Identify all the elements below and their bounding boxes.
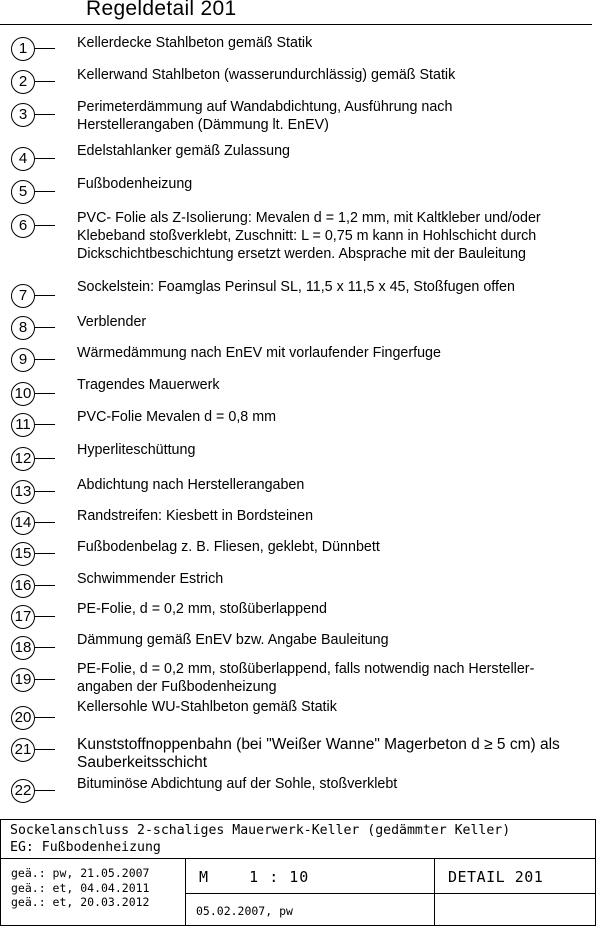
item-number: 14 (11, 511, 35, 535)
title-block-divider (185, 893, 596, 894)
item-text: PVC-Folie Mevalen d = 0,8 mm (77, 409, 277, 425)
description-line: Sockelanschluss 2-schaliges Mauerwerk-Keller (gedämmter Keller) (10, 823, 511, 838)
item-number: 3 (11, 103, 35, 127)
title-block-divider (0, 858, 596, 859)
leader-line (35, 522, 55, 523)
item-text: Wärmedämmung nach EnEV mit vorlaufender Fingerfuge (77, 345, 441, 361)
item-number: 12 (11, 447, 35, 471)
item-number: 11 (11, 413, 35, 437)
leader-line (35, 717, 55, 718)
leader-line (35, 81, 55, 82)
item-number: 18 (11, 636, 35, 660)
leader-line (35, 424, 55, 425)
revision-entry: geä.: et, 20.03.2012 (11, 895, 150, 909)
leader-line (35, 158, 55, 159)
scale-label: M 1 : 10 (199, 868, 310, 886)
item-text: Edelstahlanker gemäß Zulassung (77, 143, 290, 159)
item-text: PVC- Folie als Z-Isolierung: Mevalen d = 1,2 mm, mit Kaltkleber und/oder Klebeband stoßverklebt, Zuschnitt: L = 0,75 m kann in Hohlschicht durch Dickschichtbeschichtung ersetzt werden. Absprache mit der Bauleitung (77, 210, 541, 262)
item-number: 17 (11, 605, 35, 629)
item-text: Dämmung gemäß EnEV bzw. Angabe Bauleitung (77, 632, 389, 648)
leader-line (35, 616, 55, 617)
leader-line (35, 491, 55, 492)
detail-number: DETAIL 201 (448, 868, 544, 886)
item-text: Perimeterdämmung auf Wandabdichtung, Ausführung nach Herstellerangaben (Dämmung lt. EnEV) (77, 99, 453, 133)
leader-line (35, 295, 55, 296)
item-text: PE-Folie, d = 0,2 mm, stoßüberlappend (77, 601, 327, 617)
leader-line (35, 225, 55, 226)
item-number: 16 (11, 574, 35, 598)
item-text: Sockelstein: Foamglas Perinsul SL, 11,5 x 11,5 x 45, Stoßfugen offen (77, 279, 515, 295)
leader-line (35, 749, 55, 750)
revision-entry: geä.: et, 04.04.2011 (11, 880, 150, 895)
title-block-divider (185, 858, 186, 926)
item-text: Bituminöse Abdichtung auf der Sohle, stoßverklebt (77, 776, 398, 792)
item-text: Kellersohle WU-Stahlbeton gemäß Statik (77, 699, 337, 715)
item-text: Hyperliteschüttung (77, 442, 196, 458)
item-number: 4 (11, 147, 35, 171)
item-number: 22 (11, 779, 35, 803)
item-number: 7 (11, 284, 35, 308)
item-text: PE-Folie, d = 0,2 mm, stoßüberlappend, falls notwendig nach Hersteller- angaben der Fußbodenheizung (77, 661, 535, 695)
leader-line (35, 48, 55, 49)
revision-entry: geä.: pw, 21.05.2007 (11, 866, 150, 880)
revision-history (11, 866, 149, 910)
item-text: Abdichtung nach Herstellerangaben (77, 477, 305, 493)
item-text: Tragendes Mauerwerk (77, 377, 220, 393)
item-number: 9 (11, 348, 35, 372)
item-number: 20 (11, 706, 35, 730)
leader-line (35, 114, 55, 115)
leader-line (35, 393, 55, 394)
leader-line (35, 327, 55, 328)
leader-line (35, 553, 55, 554)
item-number: 13 (11, 480, 35, 504)
item-number: 19 (11, 668, 35, 692)
title-block-divider (434, 858, 435, 926)
title-block-description (10, 823, 510, 856)
description-line: EG: Fußbodenheizung (10, 839, 161, 855)
item-number: 5 (11, 180, 35, 204)
item-text: Fußbodenbelag z. B. Fliesen, geklebt, Dünnbett (77, 539, 380, 555)
item-text: Randstreifen: Kiesbett in Bordsteinen (77, 508, 314, 524)
item-number: 15 (11, 542, 35, 566)
leader-line (35, 191, 55, 192)
item-text: Verblender (77, 314, 147, 330)
item-number: 2 (11, 70, 35, 94)
item-number: 8 (11, 316, 35, 340)
item-text: Fußbodenheizung (77, 176, 193, 192)
item-number: 1 (11, 37, 35, 61)
item-number: 21 (11, 738, 35, 762)
item-number: 10 (11, 382, 35, 406)
item-text: Kellerdecke Stahlbeton gemäß Statik (77, 35, 313, 51)
item-text: Schwimmender Estrich (77, 571, 224, 587)
leader-line (35, 647, 55, 648)
item-text: Kellerwand Stahlbeton (wasserundurchlässig) gemäß Statik (77, 67, 456, 83)
item-number: 6 (11, 214, 35, 238)
leader-line (35, 679, 55, 680)
leader-line (35, 458, 55, 459)
leader-line (35, 585, 55, 586)
leader-line (35, 359, 55, 360)
page-title: Regeldetail 201 (86, 0, 237, 20)
leader-line (35, 790, 55, 791)
item-text: Kunststoffnoppenbahn (bei "Weißer Wanne" Magerbeton d ≥ 5 cm) als Sauberkeitsschicht (77, 736, 560, 771)
drawing-date: 05.02.2007, pw (196, 904, 293, 918)
